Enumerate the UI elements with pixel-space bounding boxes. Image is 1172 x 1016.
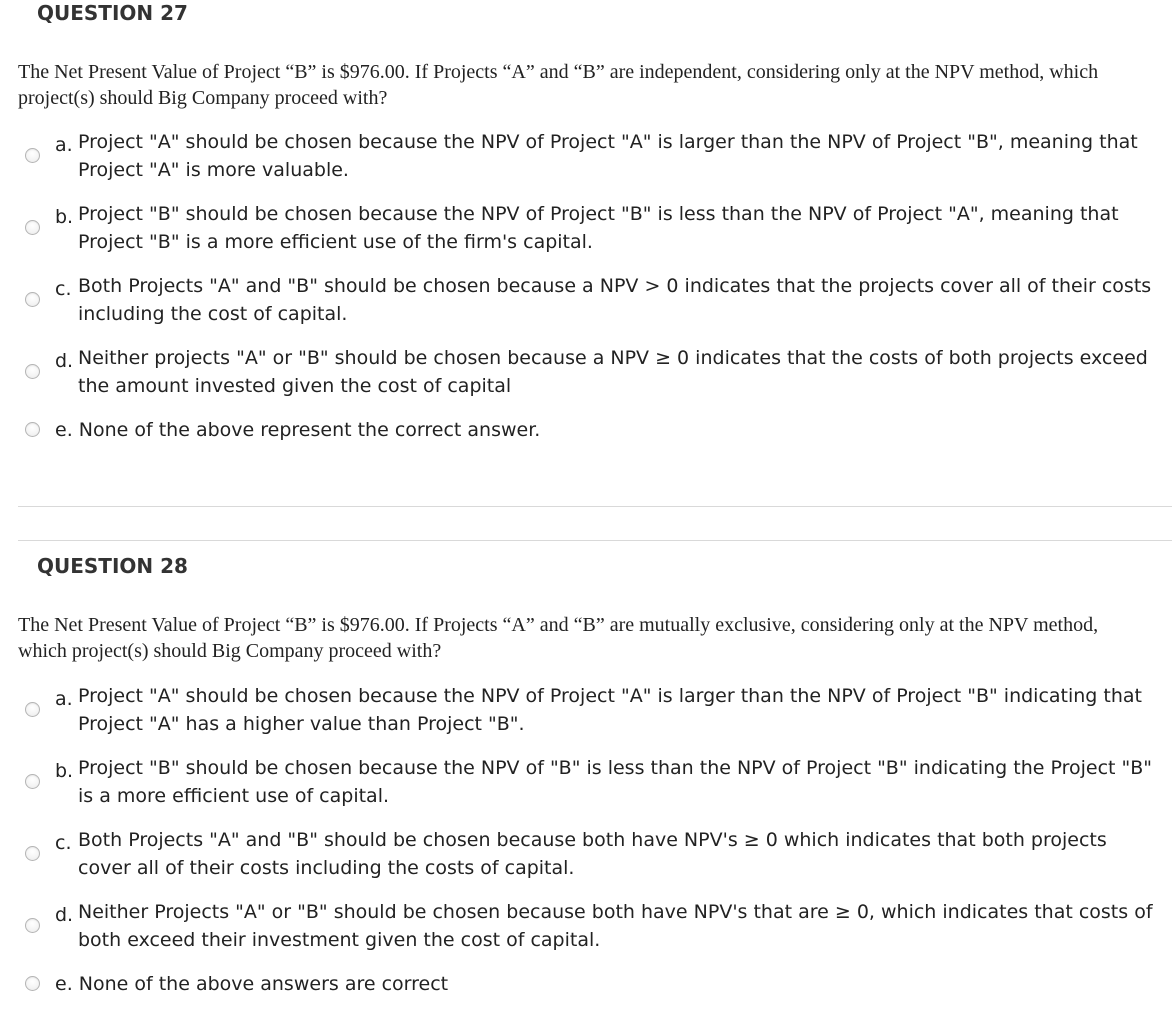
q28-option-c-radio[interactable] bbox=[25, 846, 40, 861]
q28-option-e-radio[interactable] bbox=[25, 976, 40, 991]
q27-option-b-text: Project "B" should be chosen because the NPV of Project "B" is less than the NPV of Project "A", meaning that Project "B" is a more efficient use of the firm's capital. bbox=[78, 203, 1119, 253]
question-27-prompt: The Net Present Value of Project “B” is $976.00. If Projects “A” and “B” are independent, considering only at the NPV method, which project(s) should Big Company proceed with? bbox=[18, 61, 1099, 109]
q28-option-d-letter: d. bbox=[55, 904, 74, 926]
q28-option-b-letter: b. bbox=[55, 760, 74, 782]
question-27-heading: QUESTION 27 bbox=[37, 1, 188, 25]
q27-option-a-text: Project "A" should be chosen because the NPV of Project "A" is larger than the NPV of Project "B", meaning that Project "A" is more valuable. bbox=[78, 131, 1138, 181]
q28-option-b[interactable] bbox=[0, 754, 1172, 810]
section-divider bbox=[18, 540, 1172, 541]
q28-option-a-text: Project "A" should be chosen because the NPV of Project "A" is larger than the NPV of Project "B" indicating that Project "A" has a higher value than Project "B". bbox=[78, 685, 1142, 735]
section-divider bbox=[18, 506, 1172, 507]
q27-option-d-text: Neither projects "A" or "B" should be chosen because a NPV ≥ 0 indicates that the costs of both projects exceed the amount invested given the cost of capital bbox=[78, 347, 1148, 397]
q27-option-d[interactable] bbox=[0, 344, 1172, 400]
q28-option-c-letter: c. bbox=[55, 832, 72, 854]
q27-option-c-letter: c. bbox=[55, 278, 72, 300]
q27-option-a-letter: a. bbox=[55, 134, 73, 156]
q28-option-b-radio[interactable] bbox=[25, 774, 40, 789]
q27-option-e-text: e. None of the above represent the correct answer. bbox=[55, 419, 541, 441]
q28-option-d-text: Neither Projects "A" or "B" should be chosen because both have NPV's that are ≥ 0, which indicates that costs of both exceed their investment given the cost of capital. bbox=[78, 901, 1153, 951]
q27-option-a[interactable] bbox=[0, 128, 1172, 184]
q27-option-b[interactable] bbox=[0, 200, 1172, 256]
q28-option-c[interactable] bbox=[0, 826, 1172, 882]
q28-option-a-radio[interactable] bbox=[25, 702, 40, 717]
q28-option-c-text: Both Projects "A" and "B" should be chosen because both have NPV's ≥ 0 which indicates that both projects cover all of their costs including the costs of capital. bbox=[78, 829, 1107, 879]
q27-option-a-radio[interactable] bbox=[25, 148, 40, 163]
q27-option-c-radio[interactable] bbox=[25, 292, 40, 307]
q28-option-b-text: Project "B" should be chosen because the NPV of "B" is less than the NPV of Project "B" indicating the Project "B" is a more efficient use of capital. bbox=[78, 757, 1153, 807]
q27-option-e-radio[interactable] bbox=[25, 422, 40, 437]
q28-option-a-letter: a. bbox=[55, 688, 73, 710]
q28-option-e[interactable] bbox=[0, 970, 1172, 998]
q27-option-e[interactable] bbox=[0, 416, 1172, 444]
q28-option-d-radio[interactable] bbox=[25, 918, 40, 933]
q28-option-d[interactable] bbox=[0, 898, 1172, 954]
q27-option-d-letter: d. bbox=[55, 350, 74, 372]
q27-option-b-letter: b. bbox=[55, 206, 74, 228]
q27-option-c[interactable] bbox=[0, 272, 1172, 328]
question-28-heading: QUESTION 28 bbox=[37, 554, 188, 578]
q27-option-b-radio[interactable] bbox=[25, 220, 40, 235]
q27-option-d-radio[interactable] bbox=[25, 364, 40, 379]
question-28-prompt: The Net Present Value of Project “B” is $976.00. If Projects “A” and “B” are mutually exclusive, considering only at the NPV method, which project(s) should Big Company proceed with? bbox=[18, 614, 1099, 662]
q27-option-c-text: Both Projects "A" and "B" should be chosen because a NPV > 0 indicates that the projects cover all of their costs including the cost of capital. bbox=[78, 275, 1152, 325]
q28-option-a[interactable] bbox=[0, 682, 1172, 738]
q28-option-e-text: e. None of the above answers are correct bbox=[55, 973, 449, 995]
